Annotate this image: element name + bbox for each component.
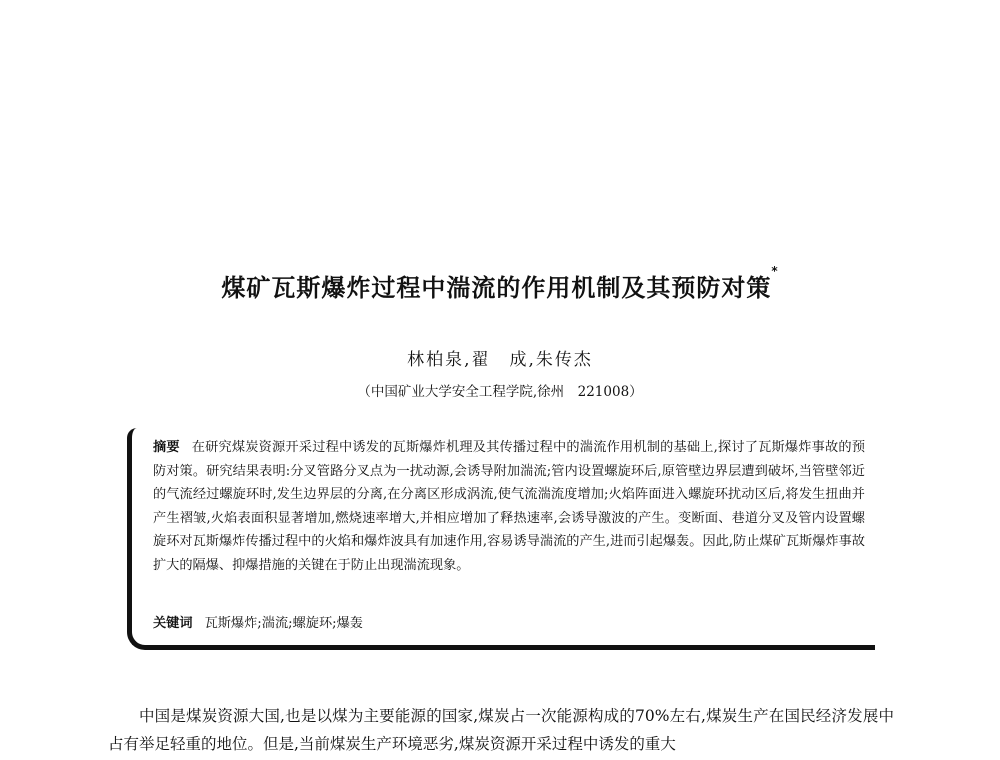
affiliation: （中国矿业大学安全工程学院,徐州 221008） [357,384,643,400]
abstract [153,436,865,577]
keywords-text: 瓦斯爆炸;湍流;螺旋环;爆轰 [204,616,363,631]
keywords [153,612,865,635]
abstract-label: 摘要 [153,440,180,455]
paper-title [0,264,1000,303]
title-footnote-mark: * [771,264,779,278]
keywords-label: 关键词 [153,616,193,631]
abstract-text: 在研究煤炭资源开采过程中诱发的瓦斯爆炸机理及其传播过程中的湍流作用机制的基础上,探讨了瓦斯爆炸事故的预防对策。研究结果表明:分叉管路分叉点为一扰动源,会诱导附加湍流;管内设置螺旋环后,原管壁边界层遭到破坏,当管壁邻近的气流经过螺旋环时,发生边界层的分离,在分离区形成涡流,使气流湍流度增加;火焰阵面进入螺旋环扰动区后,将发生扭曲并产生褶皱,火焰表面积显著增加,燃烧速率增大,并相应增加了释热速率,会诱导激波的产生。变断面、巷道分叉及管内设置螺旋环对瓦斯爆炸传播过程中的火焰和爆炸波具有加速作用,容易诱导湍流的产生,进而引起爆轰。因此,防止煤矿瓦斯爆炸事故扩大的隔爆、抑爆措施的关键在于防止出现湍流现象。 [153,440,866,573]
paper-title-text: 煤矿瓦斯爆炸过程中湍流的作用机制及其预防对策 [221,274,772,302]
body-paragraph: 中国是煤炭资源大国,也是以煤为主要能源的国家,煤炭占一次能源构成的70%左右,煤炭生产在国民经济发展中占有举足轻重的地位。但是,当前煤炭生产环境恶劣,煤炭资源开采过程中诱发的重大 [108,707,894,753]
authors: 林柏泉,翟 成,朱传杰 [407,350,593,370]
